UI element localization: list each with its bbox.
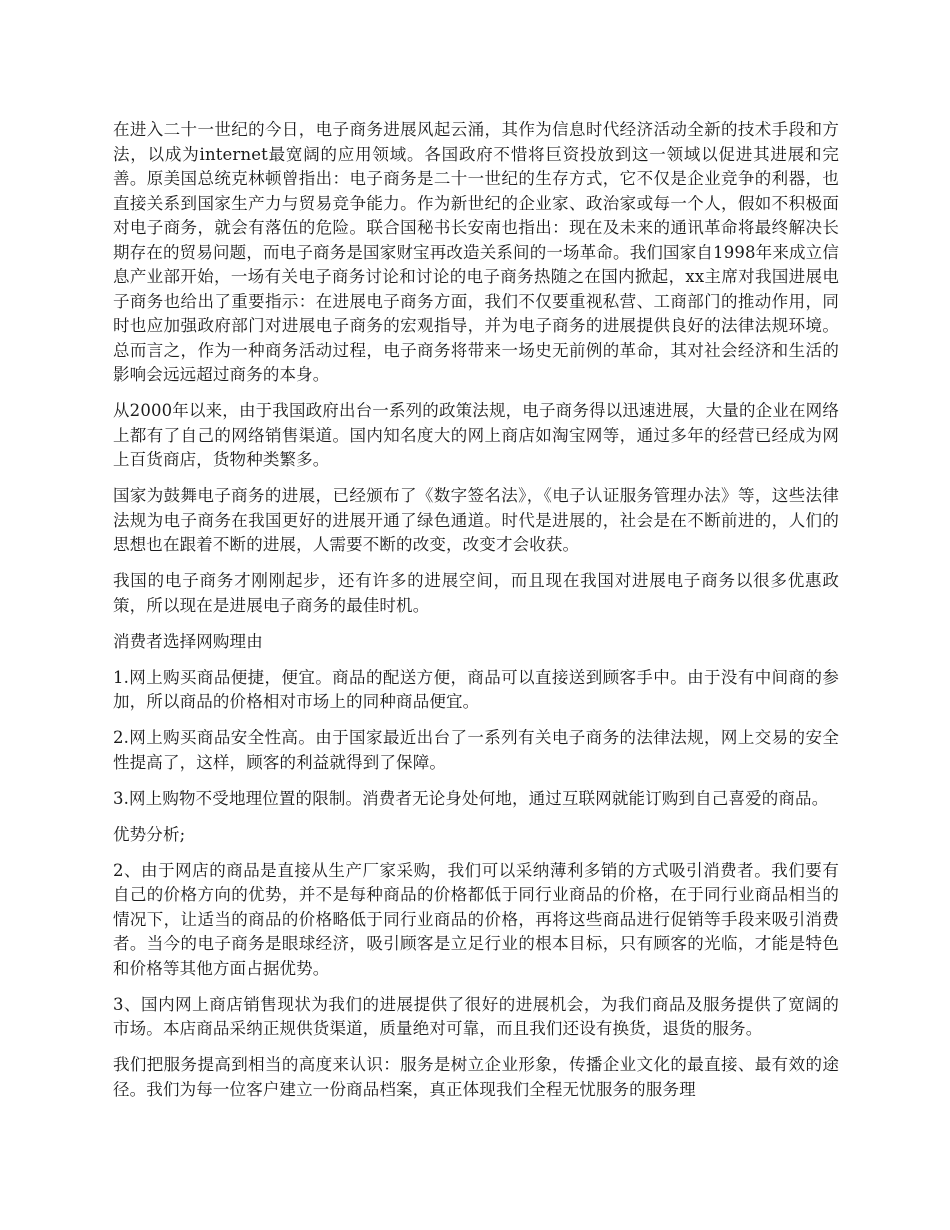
section-heading-reasons: 消费者选择网购理由 bbox=[113, 631, 263, 651]
paragraph-laws: 国家为鼓舞电子商务的进展，已经颁布了《数字签名法》，《电子认证服务管理办法》等，这些法律法规为电子商务在我国更好的进展开通了绿色通道。时代是进展的，社会是在不断前进的，人们的思想也在跟着不断的进展，人需要不断的改变，改变才会收获。 bbox=[113, 486, 839, 554]
paragraph-intro: 在进入二十一世纪的今日，电子商务进展风起云涌，其作为信息时代经济活动全新的技术手段和方法，以成为internet最宽阔的应用领域。各国政府不惜将巨资投放到这一领域以促进其进展和完善。原美国总统克林顿曾指出：电子商务是二十一世纪的生存方式，它不仅是企业竞争的利器，也直接关系到国家生产力与贸易竞争能力。作为新世纪的企业家、政治家或每一个人，假如不积极面对电子商务，就会有落伍的危险。联合国秘书长安南也指出：现在及未来的通讯革命将最终解决长期存在的贸易问题，而电子商务是国家财宝再改造关系间的一场革命。我们国家自1998年来成立信息产业部开始，一场有关电子商务讨论和讨论的电子商务热随之在国内掀起，xx主席对我国进展电子商务也给出了重要指示：在进展电子商务方面，我们不仅要重视私营、工商部门的推动作用，同时也应加强政府部门对进展电子商务的宏观指导，并为电子商务的进展提供良好的法律法规环境。总而言之，作为一种商务活动过程，电子商务将带来一场史无前例的革命，其对社会经济和生活的影响会远远超过商务的本身。 bbox=[113, 120, 839, 384]
reason-item-1: 1.网上购买商品便捷，便宜。商品的配送方便，商品可以直接送到顾客手中。由于没有中间商的参加，所以商品的价格相对市场上的同种商品便宜。 bbox=[113, 667, 839, 711]
paragraph-opportunity: 我国的电子商务才刚刚起步，还有许多的进展空间，而且现在我国对进展电子商务以很多优惠政策，所以现在是进展电子商务的最佳时机。 bbox=[113, 571, 839, 615]
section-heading-advantages: 优势分析; bbox=[113, 824, 186, 844]
advantage-item-2: 2、由于网店的商品是直接从生产厂家采购，我们可以采纳薄利多销的方式吸引消费者。我们要有自己的价格方向的优势，并不是每种商品的价格都低于同行业商品的价格，在于同行业商品相当的情况下，让适当的商品的价格略低于同行业商品的价格，再将这些商品进行促销等手段来吸引消费者。当今的电子商务是眼球经济，吸引顾客是立足行业的根本目标，只有顾客的光临，才能是特色和价格等其他方面占据优势。 bbox=[113, 860, 839, 978]
paragraph-service: 我们把服务提高到相当的高度来认识：服务是树立企业形象，传播企业文化的最直接、最有效的途径。我们为每一位客户建立一份商品档案，真正体现我们全程无忧服务的服务理 bbox=[113, 1055, 839, 1099]
reason-item-3: 3.网上购物不受地理位置的限制。消费者无论身处何地，通过互联网就能订购到自己喜爱的商品。 bbox=[113, 788, 829, 808]
document-body bbox=[113, 118, 839, 1114]
paragraph-since-2000: 从2000年以来，由于我国政府出台一系列的政策法规，电子商务得以迅速进展，大量的企业在网络上都有了自己的网络销售渠道。国内知名度大的网上商店如淘宝网等，通过多年的经营已经成为网上百货商店，货物种类繁多。 bbox=[113, 401, 839, 469]
reason-item-2: 2.网上购买商品安全性高。由于国家最近出台了一系列有关电子商务的法律法规，网上交易的安全性提高了，这样，顾客的利益就得到了保障。 bbox=[113, 728, 839, 772]
advantage-item-3: 3、国内网上商店销售现状为我们的进展提供了很好的进展机会，为我们商品及服务提供了宽阔的市场。本店商品采纳正规供货渠道，质量绝对可靠，而且我们还设有换货，退货的服务。 bbox=[113, 994, 839, 1038]
